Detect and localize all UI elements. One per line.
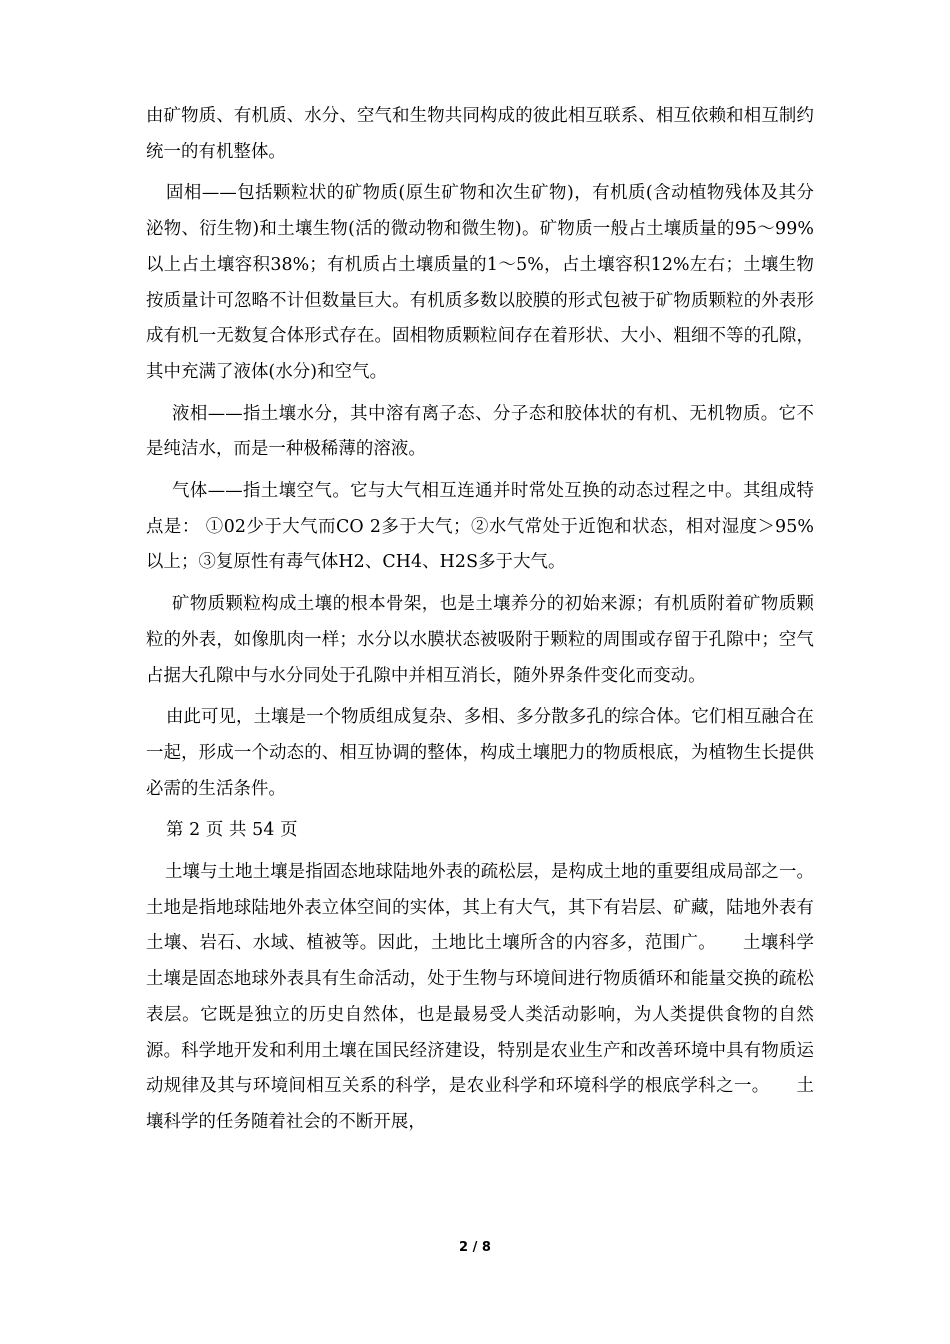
inline-page-label: 第 2 页 共 54 页 [166, 820, 298, 841]
paragraph: 矿物质颗粒构成土壤的根本骨架，也是土壤养分的初始来源；有机质附着矿物质颗粒的外表，如像肌肉一样；水分以水膜状态被吸附于颗粒的周围或存留于孔隙中；空气占据大孔隙中与水分同处于孔隙中并相互消长，随外界条件变化而变动。 [146, 594, 814, 686]
paragraph: 气体——指土壤空气。它与大气相互连通并时常处互换的动态过程之中。其组成特点是： ①02少于大气而CO 2多于大气；②水气常处于近饱和状态，相对湿度＞95%以上；③复原性有毒气体H2、CH4、H2S多于大气。 [146, 481, 814, 573]
paragraph: 固相——包括颗粒状的矿物质(原生矿物和次生矿物)，有机质(含动植物残体及其分泌物、衍生物)和土壤生物(活的微动物和微生物)。矿物质一般占土壤质量的95～99%以上占土壤容积38%；有机质占土壤质量的1～5%，占土壤容积12%左右；土壤生物按质量计可忽略不计但数量巨大。有机质多数以胶膜的形式包被于矿物质颗粒的外表形成有机一无数复合体形式存在。固相物质颗粒间存在着形状、大小、粗细不等的孔隙，其中充满了液体(水分)和空气。 [146, 183, 814, 382]
page-number: 2 / 8 [459, 1240, 491, 1255]
paragraph: 由此可见，土壤是一个物质组成复杂、多相、多分散多孔的综合体。它们相互融合在一起，形成一个动态的、相互协调的整体，构成土壤肥力的物质根底，为植物生长提供必需的生活条件。 [146, 707, 814, 799]
document-body [146, 99, 814, 1147]
paragraph: 液相——指土壤水分，其中溶有离子态、分子态和胶体状的有机、无机物质。它不是纯洁水，而是一种极稀薄的溶液。 [146, 403, 814, 460]
paragraph: 土壤与土地土壤是指固态地球陆地外表的疏松层，是构成土地的重要组成局部之一。土地是指地球陆地外表立体空间的实体，其上有大气，其下有岩层、矿藏，陆地外表有土壤、岩石、水域、植被等。因此，土地比土壤所含的内容多，范围广。 土壤科学土壤是固态地球外表具有生命活动，处于生物与环境间进行物质循环和能量交换的疏松表层。它既是独立的历史自然体，也是最易受人类活动影响，为人类提供食物的自然源。科学地开发和利用土壤在国民经济建设，特别是农业生产和改善环境中具有物质运动规律及其与环境间相互关系的科学，是农业科学和环境科学的根底学科之一。 土壤科学的任务随着社会的不断开展， [146, 862, 814, 1132]
paragraph: 由矿物质、有机质、水分、空气和生物共同构成的彼此相互联系、相互依赖和相互制约统一的有机整体。 [146, 106, 814, 162]
